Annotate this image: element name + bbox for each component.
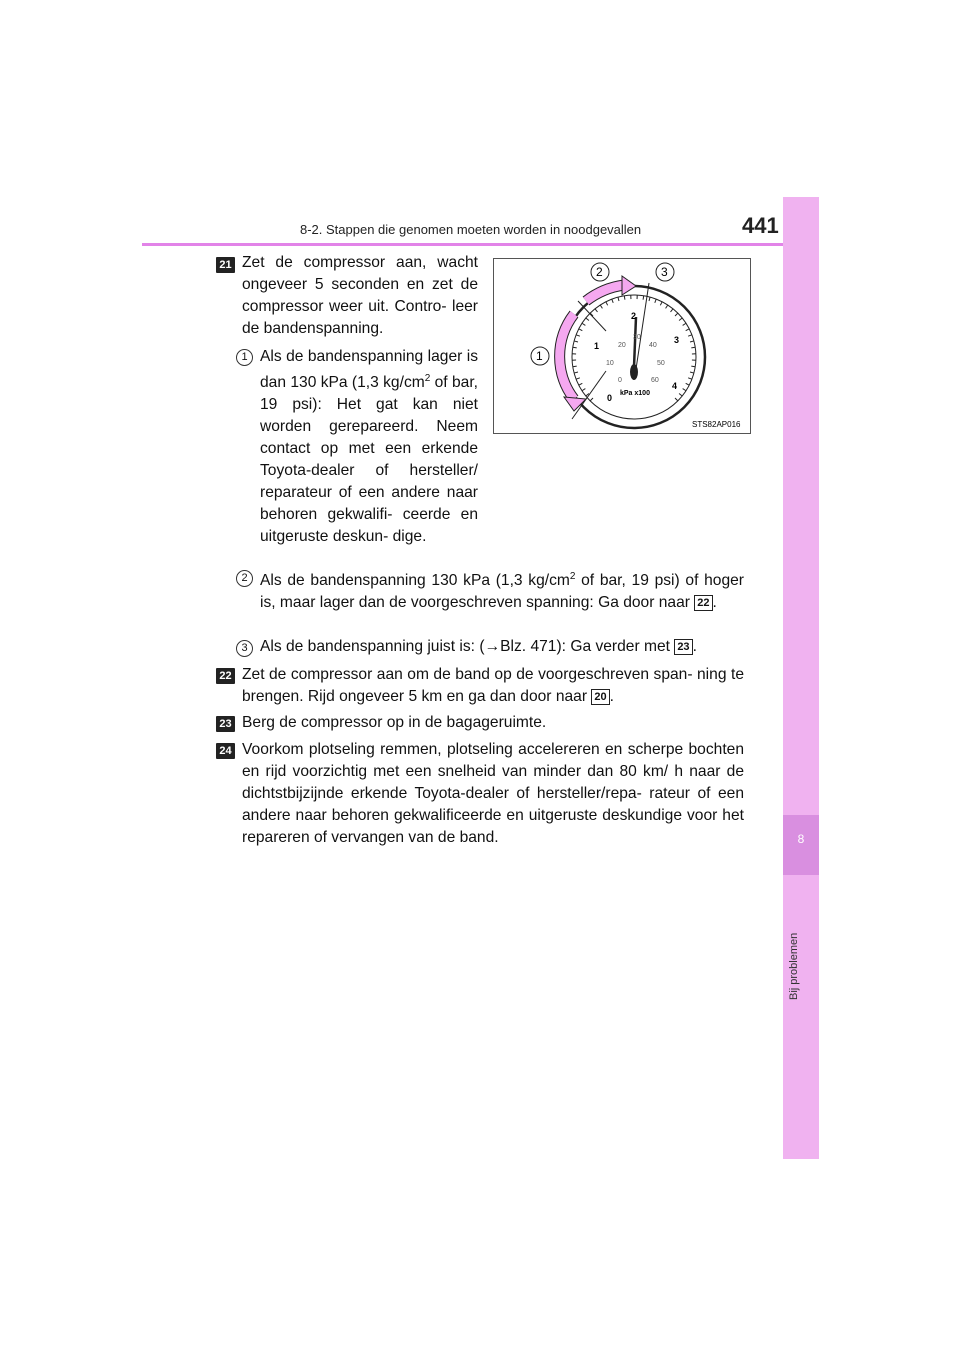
- sub-3-text: Als de bandenspanning juist is: (→Blz. 471): Ga verder met 23 .: [260, 638, 697, 655]
- step-badge-22: 22: [216, 666, 235, 684]
- sub-marker-2: 2: [236, 568, 253, 587]
- step-22-text: Zet de compressor aan om de band op de voorgeschreven span- ning te brengen. Rijd ongeveer 5 km en ga dan door naar 20 .: [242, 666, 744, 705]
- gauge-tick: [624, 296, 625, 300]
- scale-outer-1: 1: [594, 341, 600, 351]
- header-divider: [142, 243, 819, 246]
- ref-step-22[interactable]: 22: [694, 595, 712, 611]
- sub-marker-3: 3: [236, 638, 253, 657]
- scale-outer-2: 2: [631, 311, 637, 321]
- figure-code: STS82AP016: [692, 420, 741, 429]
- ref-step-20[interactable]: 20: [591, 689, 609, 705]
- ref-step-23[interactable]: 23: [674, 639, 692, 655]
- step-24-text: Voorkom plotseling remmen, plotseling accelereren en scherpe bochten en rijd voorzichtig met een snelheid van minder dan 80 km/ h naar de dichtstbijzijnde erkende Toyota-dealer of hersteller/repa- rateur of een andere naar behoren gekwalificeerde en uitgeruste deskundige voor het repareren of vervangen van de band.: [242, 741, 744, 846]
- scale-outer-3: 3: [674, 335, 680, 345]
- gauge-tick: [573, 347, 577, 348]
- pressure-gauge-illustration: [494, 259, 750, 433]
- gauge-figure: [493, 258, 751, 434]
- chapter-label: Bij problemen: [788, 932, 800, 1000]
- page-number: 441: [742, 213, 779, 238]
- scale-inner-30: 30: [633, 334, 641, 341]
- gauge-tick: [643, 296, 644, 300]
- header-title: 8-2. Stappen die genomen moeten worden in noodgevallen: [300, 222, 642, 237]
- scale-outer-4: 4: [672, 381, 678, 391]
- step-21-text: Zet de compressor aan, wacht ongeveer 5 seconden en zet de compressor weer uit. Contro- leer de bandenspanning.: [242, 254, 478, 337]
- scale-outer-0: 0: [607, 393, 613, 403]
- sub-1-text: Als de bandenspanning lager is dan 130 kPa (1,3 $kg/cm^2$ of bar, 19 psi): Het gat kan niet worden gerepareerd. Neem contact op met een erkende Toyota-dealer of hersteller/ reparateur of een andere naar behoren gekwalifi- ceerde en uitgeruste deskun- dige.: [260, 348, 478, 546]
- scale-inner-10: 10: [606, 360, 614, 367]
- step-23-text: Berg de compressor op in de bagageruimte.: [242, 714, 547, 731]
- scale-inner-60: 60: [651, 377, 659, 384]
- callout-2: 2: [596, 265, 603, 279]
- sub-marker-1: 1: [236, 347, 253, 366]
- scale-inner-20: 20: [618, 342, 626, 349]
- scale-inner-0: 0: [618, 377, 622, 384]
- scale-inner-50: 50: [657, 360, 665, 367]
- step-badge-24: 24: [216, 741, 235, 759]
- scale-inner-40: 40: [649, 342, 657, 349]
- gauge-tick: [573, 366, 577, 367]
- callout-3: 3: [661, 265, 668, 279]
- callout-1: 1: [536, 349, 543, 363]
- chapter-number: 8: [797, 832, 805, 846]
- sub-2-text: Als de bandenspanning 130 kPa (1,3 $kg/cm^2$ of bar, 19 psi) of hoger is, maar lager dan de voorgeschreven spanning: Ga door naar 22 .: [260, 571, 744, 612]
- step-badge-23: 23: [216, 714, 235, 732]
- gauge-unit: kPa x100: [620, 390, 650, 397]
- gauge-tick: [691, 347, 695, 348]
- chapter-sidebar: [783, 197, 819, 1159]
- gauge-tick: [691, 366, 695, 367]
- step-badge-21: 21: [216, 255, 235, 273]
